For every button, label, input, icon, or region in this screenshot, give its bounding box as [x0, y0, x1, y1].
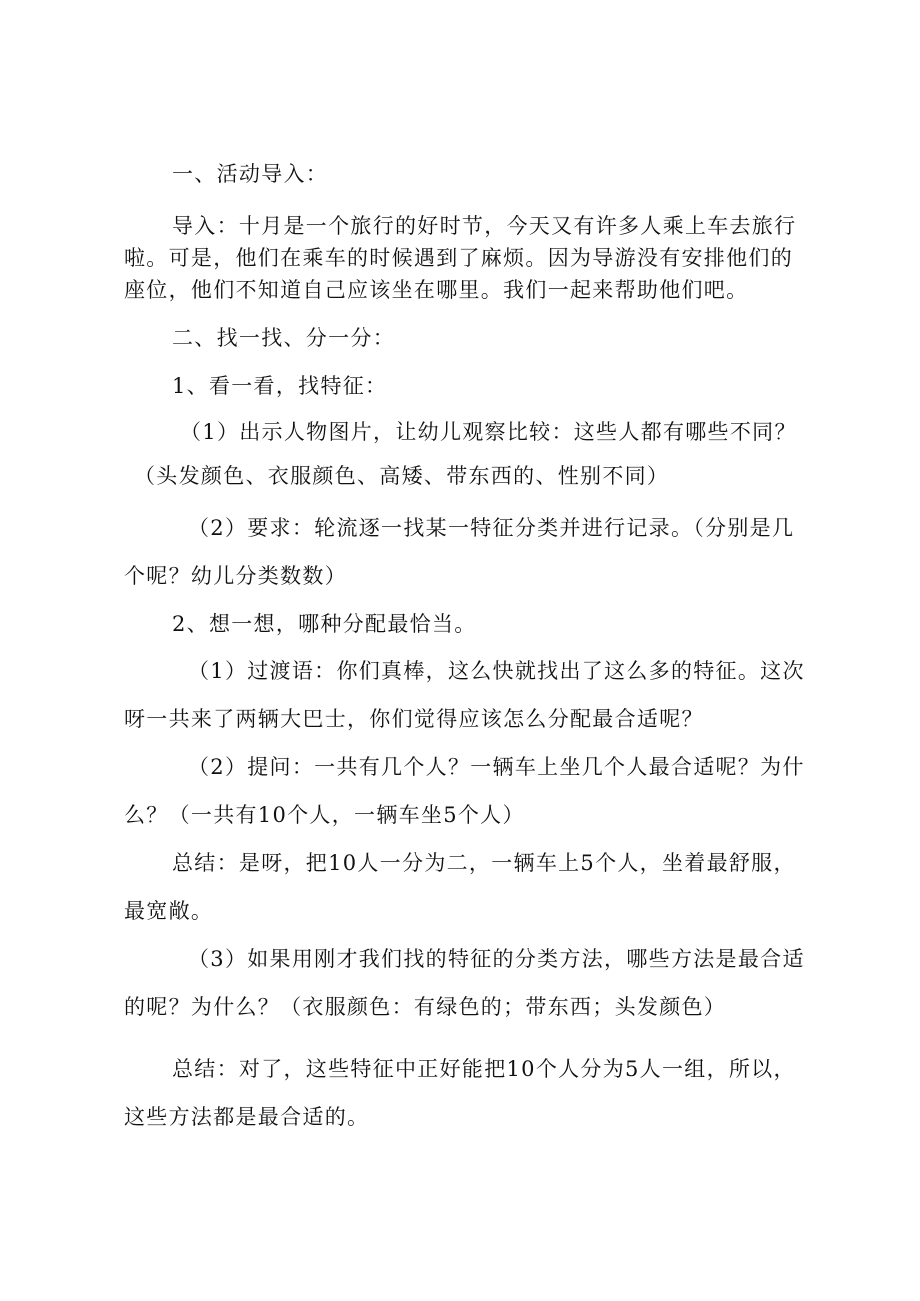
paragraph-line: 呀一共来了两辆大巴士，你们觉得应该怎么分配最合适呢？ — [124, 707, 704, 731]
paragraph-line: （头发颜色、衣服颜色、高矮、带东西的、性别不同） — [134, 464, 670, 488]
paragraph-line: 导入：十月是一个旅行的好时节，今天又有许多人乘上车去旅行 — [172, 214, 797, 238]
paragraph-line: 啦。可是，他们在乘车的时候遇到了麻烦。因为导游没有安排他们的 — [124, 246, 793, 270]
paragraph-line: （1）过渡语：你们真棒，这么快就找出了这么多的特征。这次 — [188, 659, 805, 683]
subheading-think: 2、想一想，哪种分配最恰当。 — [172, 612, 477, 636]
paragraph-line: 最宽敞。 — [124, 899, 214, 923]
paragraph-line: （2）提问：一共有几个人？一辆车上坐几个人最合适呢？为什 — [188, 755, 805, 779]
paragraph-line: 这些方法都是最合适的。 — [124, 1105, 370, 1129]
paragraph-line: 么？（一共有10个人，一辆车坐5个人） — [124, 803, 525, 827]
paragraph-line: 座位，他们不知道自己应该坐在哪里。我们一起来帮助他们吧。 — [124, 278, 749, 302]
section-heading-activity-intro: 一、活动导入： — [172, 162, 329, 186]
paragraph-line: （3）如果用刚才我们找的特征的分类方法，哪些方法是最合适 — [188, 947, 805, 971]
section-heading-find-and-sort: 二、找一找、分一分： — [172, 326, 395, 350]
paragraph-line: （2）要求：轮流逐一找某一特征分类并进行记录。（分别是几 — [188, 516, 795, 540]
paragraph-line: （1）出示人物图片，让幼儿观察比较：这些人都有哪些不同？ — [180, 420, 797, 444]
paragraph-line: 总结：对了，这些特征中正好能把10个人分为5人一组，所以， — [172, 1057, 796, 1081]
paragraph-line: 的呢？为什么？（衣服颜色：有绿色的；带东西；头发颜色） — [124, 995, 727, 1019]
paragraph-line: 总结：是呀，把10人一分为二，一辆车上5个人，坐着最舒服， — [172, 851, 796, 875]
paragraph-line: 个呢？幼儿分类数数） — [124, 564, 347, 588]
subheading-observe: 1、看一看，找特征： — [172, 374, 388, 398]
